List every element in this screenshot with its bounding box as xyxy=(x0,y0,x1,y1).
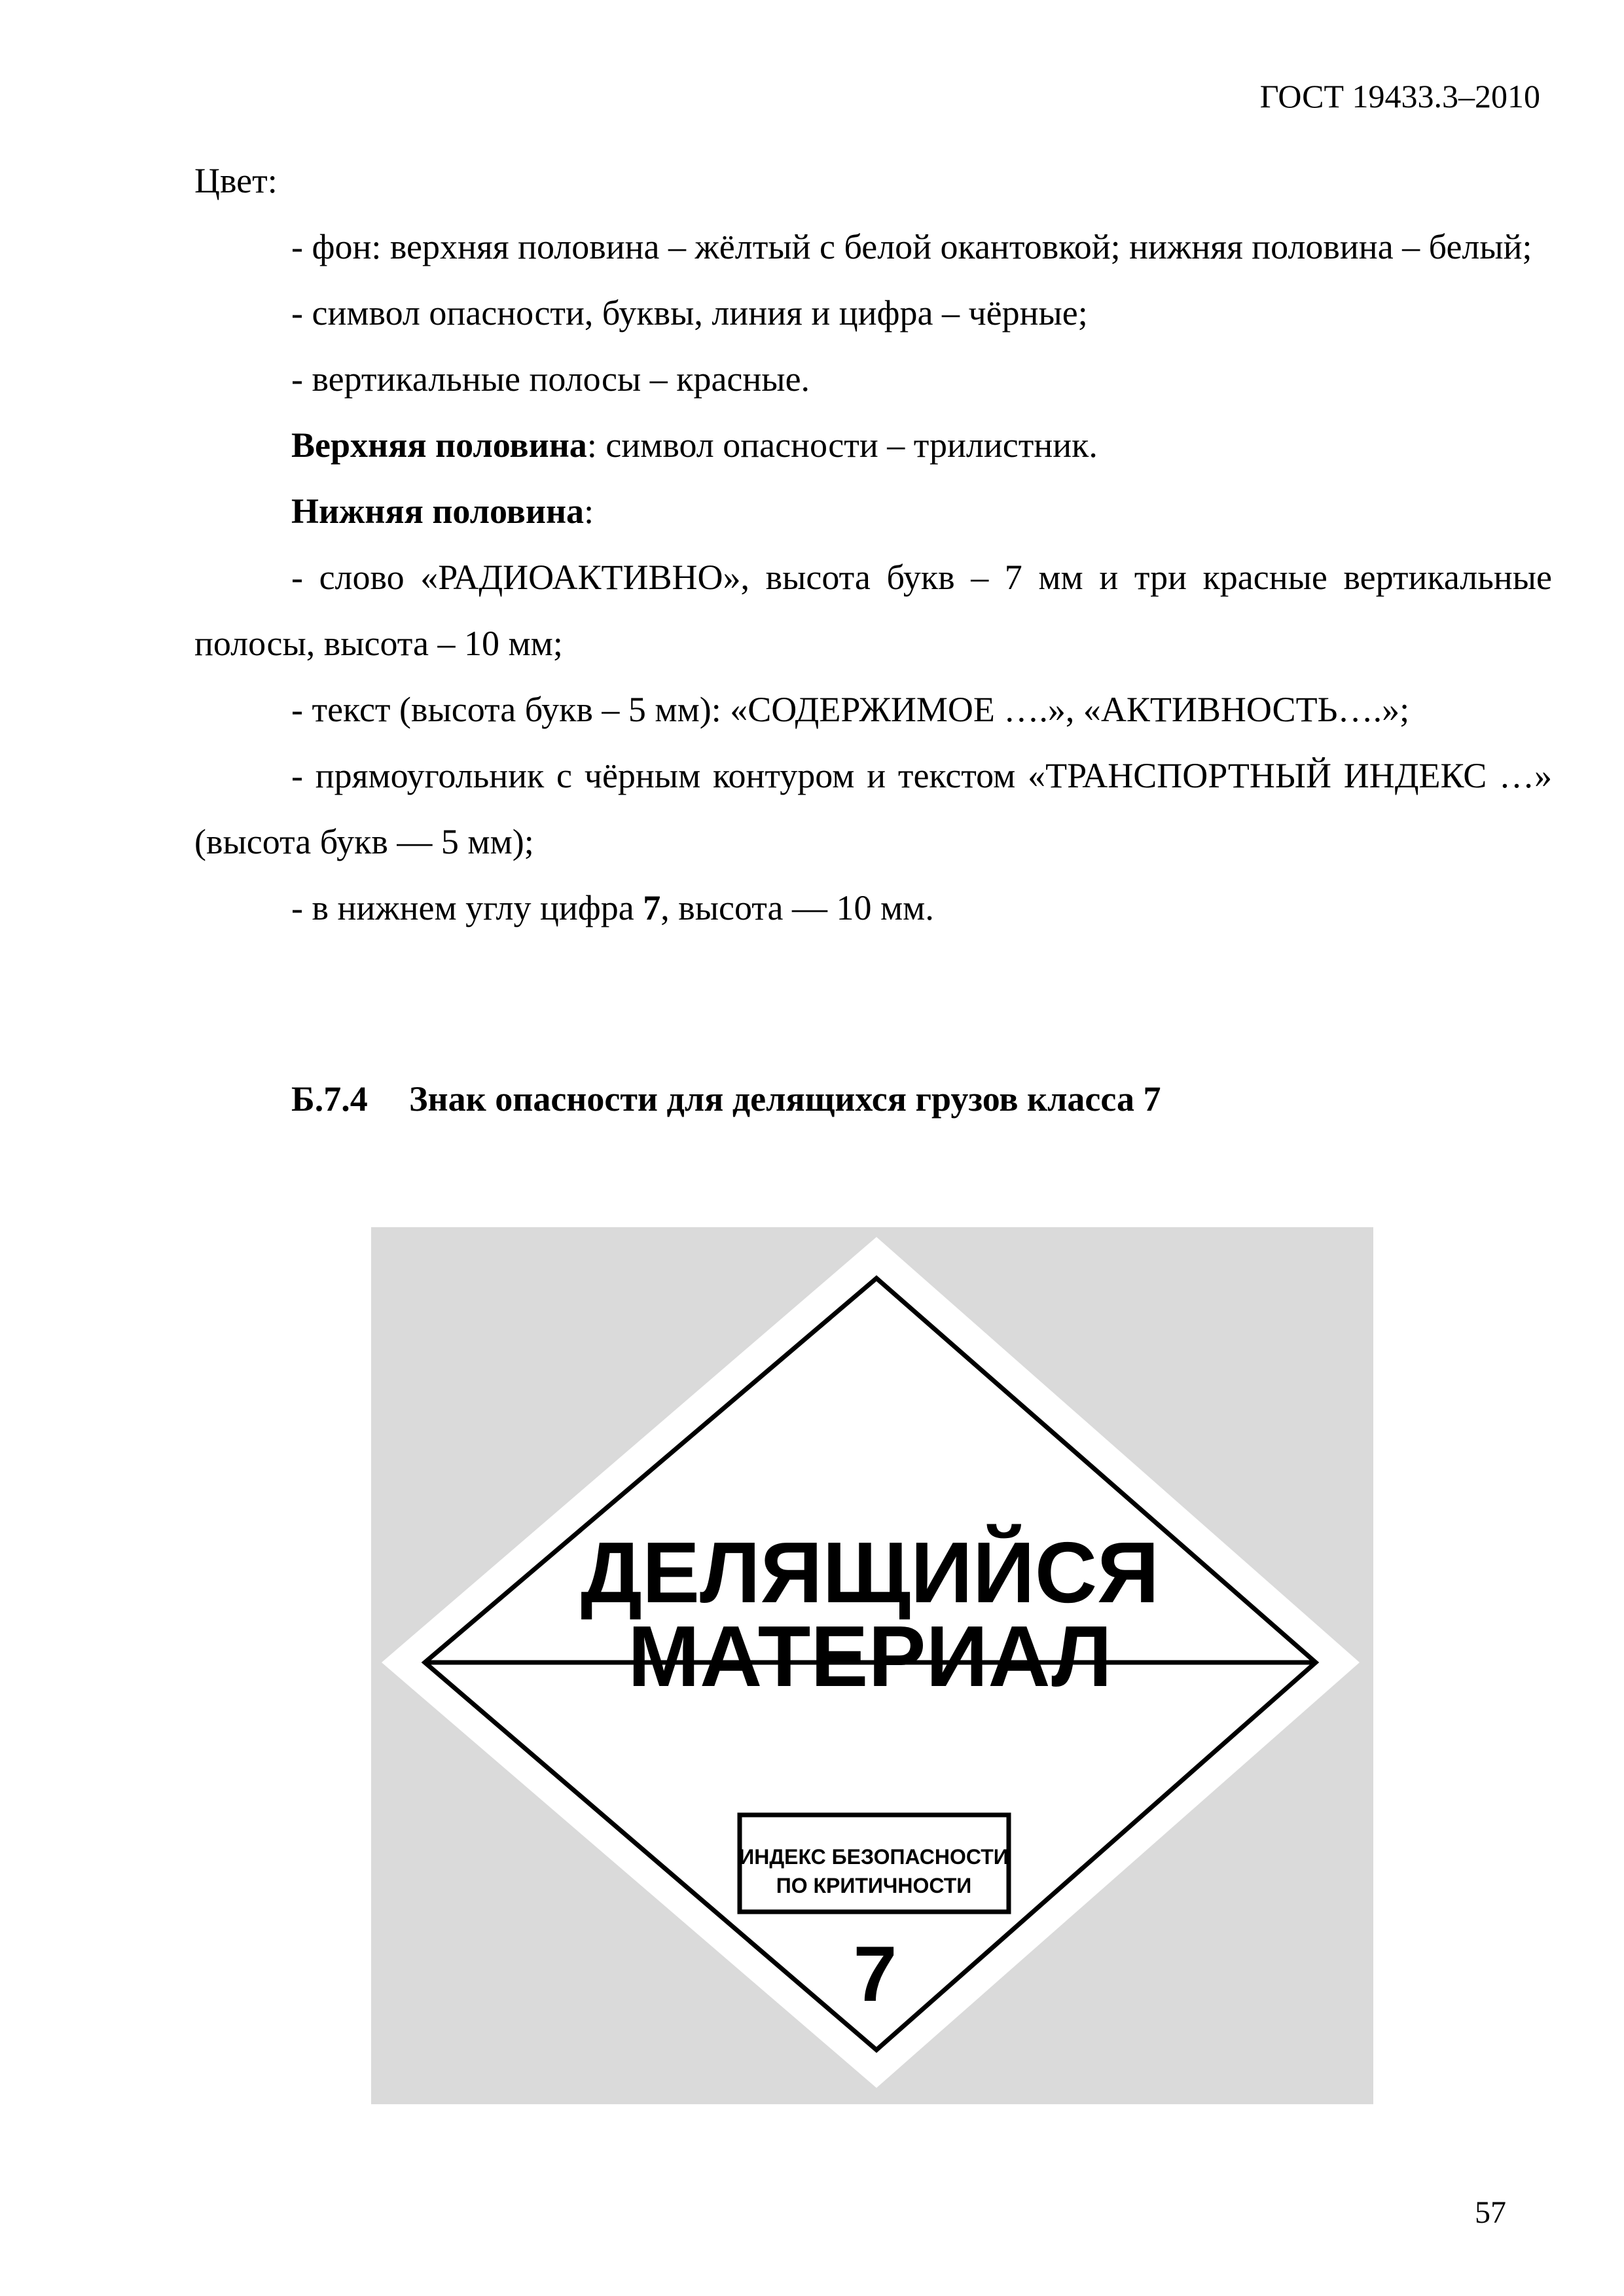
criticality-index-line2: ПО КРИТИЧНОСТИ xyxy=(776,1874,972,1897)
paragraph-background: - фон: верхняя половина – жёлтый с белой окантовкой; нижняя половина – белый; xyxy=(291,227,1532,266)
section-heading xyxy=(291,1079,1161,1119)
criticality-index-line1: ИНДЕКС БЕЗОПАСНОСТИ xyxy=(739,1845,1009,1869)
paragraph-upper-half xyxy=(194,412,1552,478)
paragraph-color: Цвет: xyxy=(194,161,278,200)
digit-text-b: 7 xyxy=(643,888,661,927)
paragraph-word: - слово «РАДИОАКТИВНО», высота букв – 7 мм и три красные вертикальные полосы, высота – 10 мм; xyxy=(194,558,1552,663)
section-title: Знак опасности для делящихся грузов класса 7 xyxy=(409,1079,1161,1119)
paragraph-digit xyxy=(194,875,1552,941)
paragraph-rectangle: - прямоугольник с чёрным контуром и текстом «ТРАНСПОРТНЫЙ ИНДЕКС …» (высота букв — 5 мм); xyxy=(194,756,1552,861)
body-text xyxy=(194,148,1552,941)
sign-title-line1: ДЕЛЯЩИЙСЯ xyxy=(580,1524,1160,1621)
upper-half-text: : символ опасности – трилистник. xyxy=(586,425,1098,465)
lower-half-text: : xyxy=(584,492,594,531)
lower-half-label: Нижняя половина xyxy=(291,492,585,531)
document-id: ГОСТ 19433.3–2010 xyxy=(1259,78,1540,115)
paragraph-stripes: - вертикальные полосы – красные. xyxy=(291,359,810,399)
hazard-sign xyxy=(371,1227,1373,2104)
paragraph-text: - текст (высота букв – 5 мм): «СОДЕРЖИМОЕ ….», «АКТИВНОСТЬ….»; xyxy=(291,690,1410,729)
hazard-sign-figure xyxy=(371,1227,1373,2104)
section-number: Б.7.4 xyxy=(291,1079,368,1119)
page-number: 57 xyxy=(1475,2195,1506,2230)
digit-text-c: , высота — 10 мм. xyxy=(660,888,934,927)
class-number: 7 xyxy=(853,1930,897,2018)
paragraph-symbol: - символ опасности, буквы, линия и цифра – чёрные; xyxy=(291,293,1088,332)
digit-text-a: - в нижнем углу цифра xyxy=(291,888,643,927)
paragraph-lower-half xyxy=(194,478,1552,545)
upper-half-label: Верхняя половина xyxy=(291,425,587,465)
sign-title-line2: МАТЕРИАЛ xyxy=(628,1608,1112,1704)
